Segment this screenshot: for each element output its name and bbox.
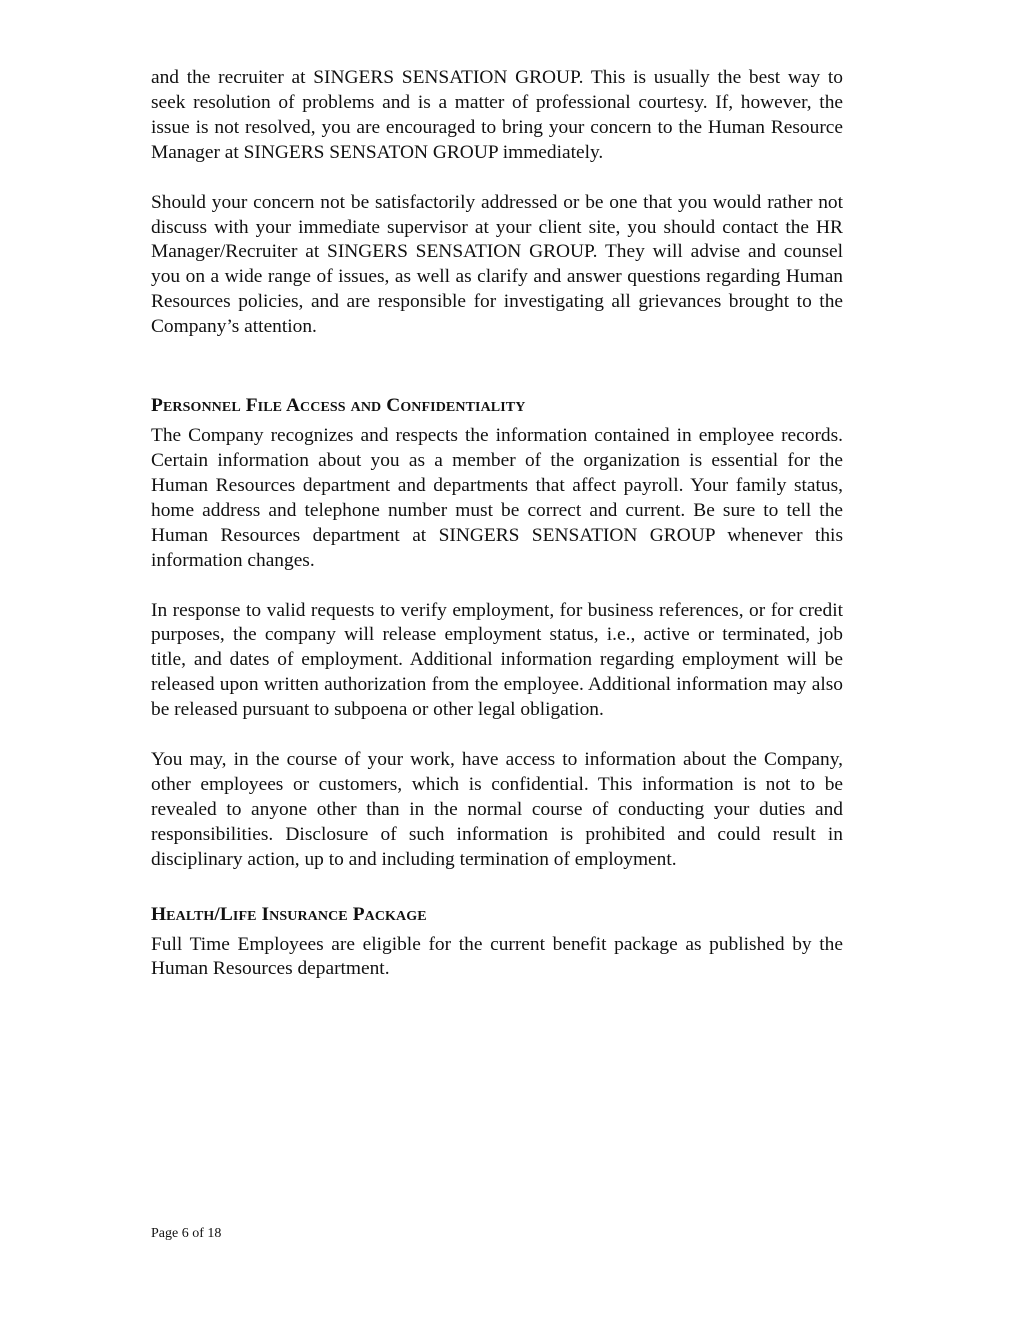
paragraph-personnel-records: The Company recognizes and respects the information contained in employee records. Certain information about you as a member of the organization is essential for the Human Resources department and departments that affect payroll. Your family status, home address and telephone number must be correct and current. Be sure to tell the Human Resources department at SINGERS SENSATION GROUP whenever this information changes.	[151, 425, 843, 571]
paragraph-hr-contact: Should your concern not be satisfactorily addressed or be one that you would rather not discuss with your immediate supervisor at your client site, you should contact the HR Manager/Recruiter at SINGERS SENSATION GROUP. They will advise and counsel you on a wide range of issues, as well as clarify and answer questions regarding Human Resources policies, and are responsible for investigating all grievances brought to the Company’s attention.	[151, 191, 843, 338]
document-page	[151, 66, 843, 982]
section-heading-health-insurance: Health/Life Insurance Package	[151, 903, 427, 925]
paragraph-benefit-package: Full Time Employees are eligible for the current benefit package as published by the Human Resources department.	[151, 933, 843, 980]
section-heading-personnel-file: Personnel File Access and Confidentiality	[151, 395, 526, 417]
paragraph-employment-verification: In response to valid requests to verify employment, for business references, or for credit purposes, the company will release employment status, i.e., active or terminated, job title, and dates of employment. Additional information regarding employment will be released upon written authorization from the employee. Additional information may also be released pursuant to subpoena or other legal obligation.	[151, 599, 843, 721]
paragraph-confidential-information: You may, in the course of your work, have access to information about the Company, other employees or customers, which is confidential. This information is not to be revealed to anyone other than in the normal course of conducting your duties and responsibilities. Disclosure of such information is prohibited and could result in disciplinary action, up to and including termination of employment.	[151, 749, 843, 870]
paragraph-grievance-continued: and the recruiter at SINGERS SENSATION GROUP. This is usually the best way to seek resolution of problems and is a matter of professional courtesy. If, however, the issue is not resolved, you are encouraged to bring your concern to the Human Resource Manager at SINGERS SENSATON GROUP immediately.	[151, 67, 843, 163]
page-number: Page 6 of 18	[151, 1226, 222, 1241]
